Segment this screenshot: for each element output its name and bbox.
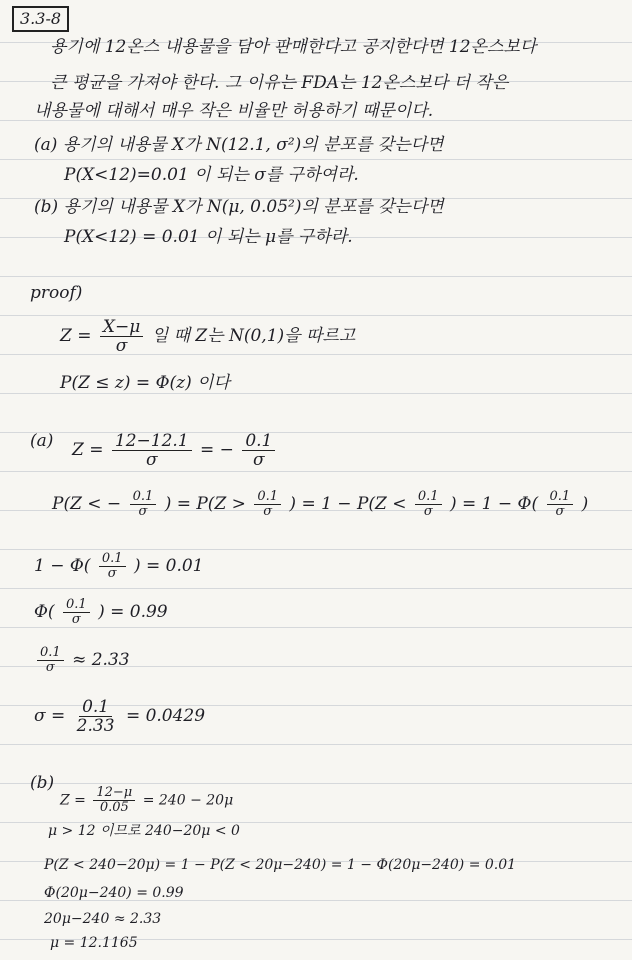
problem-number-tag: 3.3-8 (12, 6, 69, 32)
part-a-frac-3-num: 0.1 (415, 490, 442, 505)
part-a-z-prefix: Z = (72, 440, 104, 460)
part-a-frac-3-den: σ (423, 504, 433, 519)
part-b-condition: μ > 12 이므로 240−20μ < 0 (48, 823, 240, 839)
part-a-z-numerator-2: 0.1 (242, 432, 275, 451)
proof-z-suffix: 일 때 Z는 N(0,1)을 따르고 (151, 326, 356, 346)
part-a-step-4-prefix: σ = (34, 706, 66, 726)
part-a-step-1-prefix: 1 − Φ( (34, 556, 91, 576)
proof-cdf-line: P(Z ≤ z) = Φ(z) 이다 (60, 373, 230, 393)
proof-z-numerator: X−μ (100, 318, 143, 337)
part-b-z-suffix: = 240 − 20μ (142, 792, 234, 809)
part-a-step-2-frac (63, 598, 90, 627)
part-a-probability-chain (52, 490, 588, 519)
part-a-label: (a) (30, 431, 54, 451)
part-b-label: (b) (30, 773, 55, 793)
part-a-step-1 (34, 552, 203, 581)
part-a-step-4 (34, 698, 205, 735)
proof-z-denominator: σ (115, 336, 128, 356)
part-a-z-mid: = − (200, 440, 234, 460)
part-a-step-1-num: 0.1 (99, 552, 126, 567)
part-a-step-4-num: 0.1 (79, 698, 112, 717)
part-b-z-prefix: Z = (60, 792, 86, 809)
part-b-z-denominator: 0.05 (99, 800, 129, 815)
part-b-approx-line: 20μ−240 ≈ 2.33 (44, 911, 162, 927)
problem-line-3: 내용물에 대해서 매우 작은 비율만 허용하기 때문이다. (34, 101, 434, 121)
part-a-step-2-suffix: ) = 0.99 (98, 602, 168, 622)
part-a-step-4-den: 2.33 (76, 716, 115, 736)
part-a-p-mid-2: ) = 1 − P(Z < (289, 494, 407, 514)
part-a-frac-4 (547, 490, 574, 519)
part-a-frac-1-num: 0.1 (130, 490, 157, 505)
part-a-frac-2 (254, 490, 281, 519)
part-b-phi-line: Φ(20μ−240) = 0.99 (44, 885, 184, 901)
part-a-step-1-frac (99, 552, 126, 581)
part-b-z-line (60, 786, 233, 815)
problem-part-a-line-1: (a) 용기의 내용물 X가 N(12.1, σ²)의 분포를 갖는다면 (34, 135, 444, 155)
part-a-z-fraction (112, 432, 192, 469)
part-a-step-3 (34, 646, 130, 675)
part-a-frac-1-den: σ (138, 504, 148, 519)
proof-z-definition (60, 318, 355, 355)
part-a-step-2-den: σ (71, 612, 81, 627)
part-a-z-fraction-2 (242, 432, 275, 469)
part-a-p-mid-1: ) = P(Z > (164, 494, 246, 514)
part-a-p-prefix: P(Z < − (52, 494, 122, 514)
part-a-p-mid-3: ) = 1 − Φ( (450, 494, 539, 514)
part-a-step-3-den: σ (45, 660, 55, 675)
part-a-frac-3 (415, 490, 442, 519)
part-a-frac-4-num: 0.1 (547, 490, 574, 505)
part-a-z-denominator-2: σ (253, 450, 265, 470)
part-a-step-2-prefix: Φ( (34, 602, 55, 622)
part-a-step-3-num: 0.1 (37, 646, 64, 661)
part-b-probability-line: P(Z < 240−20μ) = 1 − P(Z < 20μ−240) = 1 − Φ(20μ−240) = 0.01 (44, 857, 517, 873)
part-a-frac-4-den: σ (555, 504, 565, 519)
part-a-step-1-den: σ (107, 566, 117, 581)
problem-part-b-line-1: (b) 용기의 내용물 X가 N(μ, 0.05²)의 분포를 갖는다면 (34, 197, 444, 217)
part-a-step-1-suffix: ) = 0.01 (133, 556, 204, 576)
part-a-z-line (72, 432, 278, 469)
part-a-frac-2-den: σ (263, 504, 273, 519)
part-b-z-fraction (93, 786, 135, 815)
part-a-step-3-suffix: ≈ 2.33 (72, 650, 130, 670)
part-a-frac-1 (130, 490, 157, 519)
part-b-z-numerator: 12−μ (93, 786, 135, 801)
part-a-z-denominator: σ (145, 450, 158, 470)
problem-line-1: 용기에 12온스 내용물을 담아 판매한다고 공지한다면 12온스보다 (50, 37, 537, 57)
part-a-step-2 (34, 598, 168, 627)
proof-z-fraction (100, 318, 143, 355)
part-a-step-4-frac (74, 698, 118, 735)
part-a-step-4-suffix: = 0.0429 (125, 706, 206, 726)
part-a-z-numerator: 12−12.1 (112, 432, 192, 451)
problem-part-b-line-2: P(X<12) = 0.01 이 되는 μ를 구하라. (64, 227, 353, 247)
part-b-result: μ = 12.1165 (50, 935, 138, 951)
problem-line-2: 큰 평균을 가져야 한다. 그 이유는 FDA는 12온스보다 더 작은 (50, 73, 509, 93)
problem-part-a-line-2: P(X<12)=0.01 이 되는 σ를 구하여라. (64, 165, 359, 185)
part-a-frac-2-num: 0.1 (254, 490, 281, 505)
part-a-p-end: ) (581, 494, 589, 514)
part-a-step-2-num: 0.1 (63, 598, 90, 613)
proof-title: proof) (30, 283, 83, 303)
part-a-step-3-frac (37, 646, 64, 675)
proof-z-prefix: Z = (60, 326, 92, 346)
